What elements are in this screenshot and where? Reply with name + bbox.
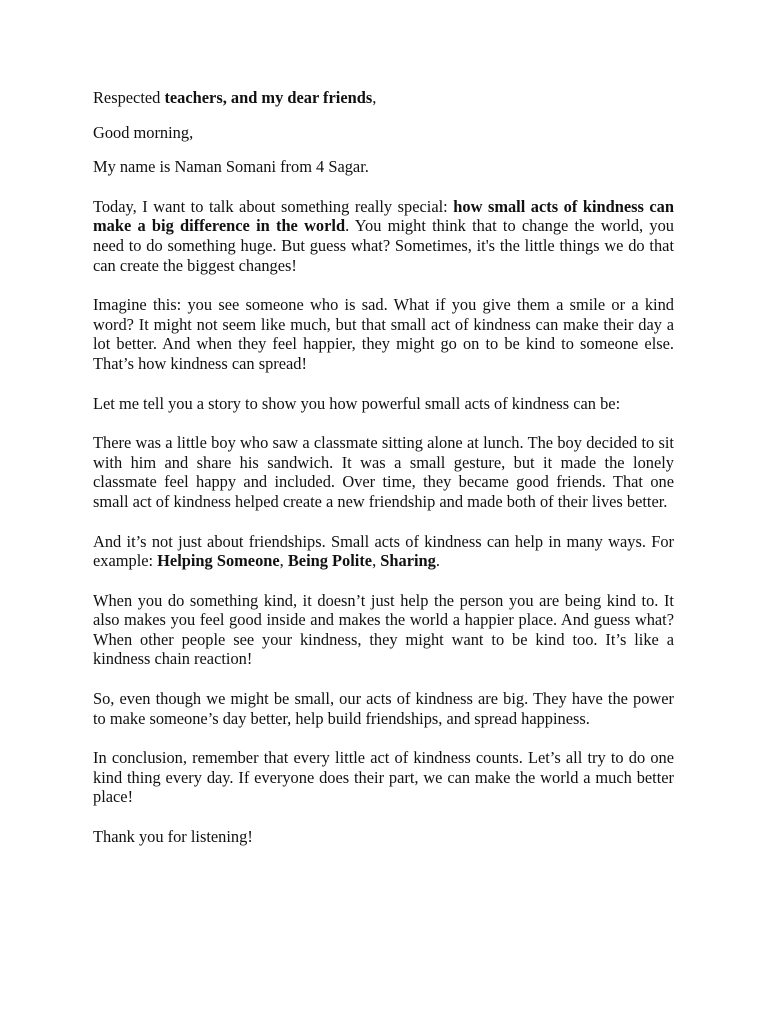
example-being-polite: Being Polite <box>287 551 373 571</box>
topic-highlight: how small acts of kindness can make a big difference in the world <box>93 196 674 236</box>
introduction-paragraph: My name is Naman Somani from 4 Sagar. <box>93 157 369 177</box>
story-intro-paragraph: Let me tell you a story to show you how powerful small acts of kindness can be: <box>93 393 621 413</box>
greeting-prefix: Respected <box>93 88 165 107</box>
feel-good-paragraph: When you do something kind, it doesn’t just help the person you are being kind to. It also makes you feel good inside and makes the world a happier place. And guess what? When other people see your kindness, they might want to be kind too. It’s like a kindness chain reaction! <box>93 590 674 669</box>
greeting-paragraph <box>93 88 674 108</box>
examples-suffix: . <box>435 551 440 571</box>
greeting-suffix: , <box>372 88 377 107</box>
speech-document <box>93 88 674 867</box>
good-morning-paragraph: Good morning, <box>93 122 194 142</box>
imagine-paragraph: Imagine this: you see someone who is sad. What if you give them a smile or a kind word? It might not seem like much, but that small act of kindness can make their day a lot better. And when they feel happier, they might go on to be kind to someone else. That’s how kindness can spread! <box>93 295 674 373</box>
topic-suffix: . You might think that to change the world, you need to do something huge. But guess what? Sometimes, it's the little things we do that can create the biggest changes! <box>93 216 674 275</box>
examples-prefix: And it’s not just about friendships. Small acts of kindness can help in many ways. For example: <box>93 531 674 571</box>
conclusion-paragraph: In conclusion, remember that every little act of kindness counts. Let’s all try to do one kind thing every day. If everyone does their part, we can make the world a much better place! <box>93 748 674 807</box>
greeting-audience: teachers, and my dear friends <box>164 88 373 107</box>
examples-separator: , <box>279 551 288 571</box>
example-sharing: Sharing <box>380 551 436 571</box>
examples-separator: , <box>372 551 381 571</box>
story-paragraph: There was a little boy who saw a classmate sitting alone at lunch. The boy decided to sit with him and share his sandwich. It was a small gesture, but it made the lonely classmate feel happy and included. Over time, they became good friends. That one small act of kindness helped create a new friendship and made both of their lives better. <box>93 433 674 511</box>
topic-paragraph <box>93 197 674 275</box>
power-paragraph: So, even though we might be small, our acts of kindness are big. They have the power to make someone’s day better, help build friendships, and spread happiness. <box>93 689 674 728</box>
topic-prefix: Today, I want to talk about something really special: <box>93 196 454 216</box>
examples-paragraph <box>93 532 674 571</box>
closing-paragraph: Thank you for listening! <box>93 827 253 847</box>
example-helping-someone: Helping Someone <box>157 551 280 571</box>
